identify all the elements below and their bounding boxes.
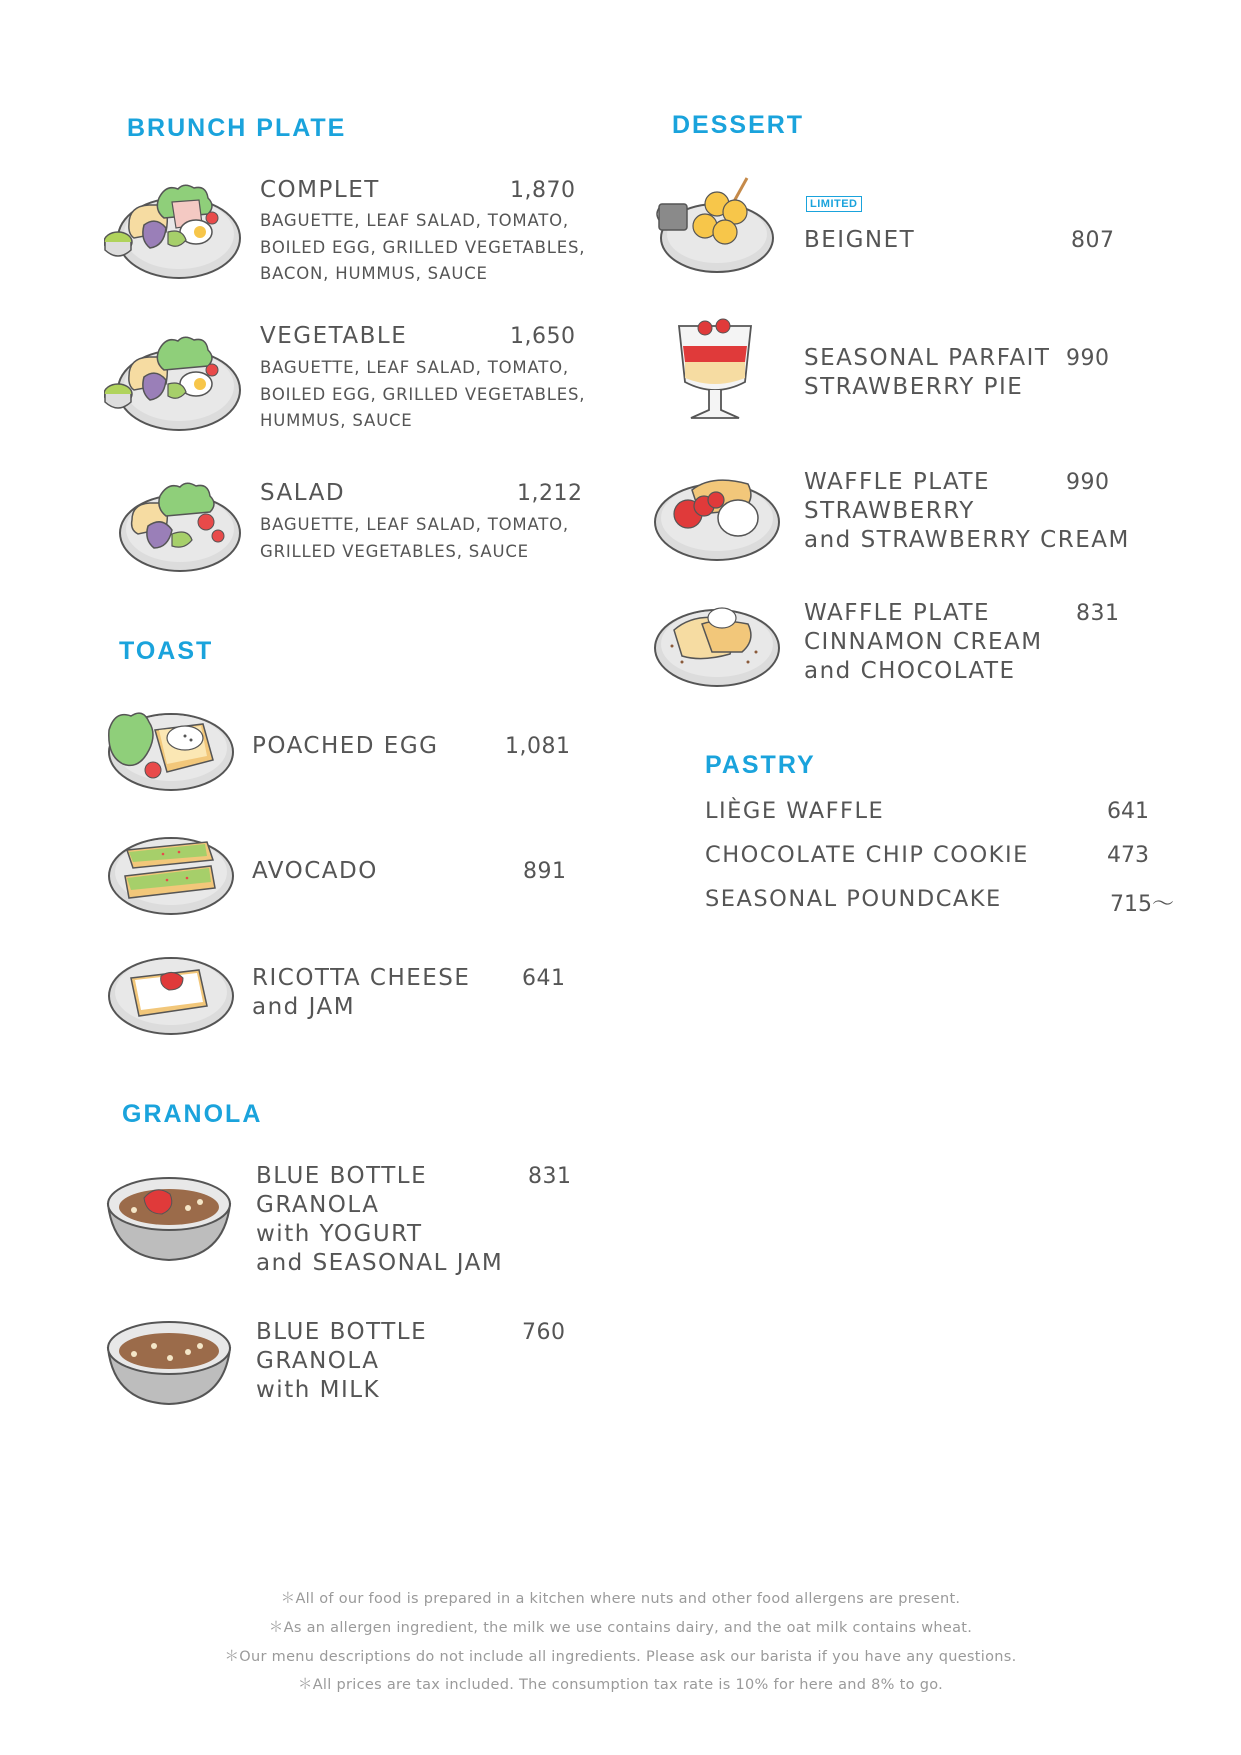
granola-yogurt-bowl-icon [104,1174,234,1264]
menu-item-name: GRANOLA [256,1348,380,1374]
waffle-cinnamon-plate-icon [652,596,782,691]
pastry-item-price: 715〜 [1110,892,1174,917]
pastry-item-name: LIÈGE WAFFLE [705,798,885,824]
brunch-plate-vegetable-icon [104,332,244,437]
menu-item-name: GRANOLA [256,1192,380,1218]
menu-item-name: POACHED EGG [252,733,439,759]
menu-item-price: 990 [1066,470,1110,495]
menu-item-name: WAFFLE PLATE [804,600,991,626]
section-title-pastry: PASTRY [705,751,816,779]
menu-item-name: SALAD [260,480,346,506]
pastry-item-price: 641 [1107,799,1149,824]
menu-item-name: with MILK [256,1377,381,1403]
menu-item-description: BAGUETTE, LEAF SALAD, TOMATO, BOILED EGG, GRILLED VEGETABLES, BACON, HUMMUS, SAUCE [260,211,586,283]
granola-milk-bowl-icon [104,1318,234,1408]
menu-item-name: COMPLET [260,177,380,203]
menu-item-price: 831 [1076,601,1120,626]
menu-item-price: 1,650 [510,324,576,349]
menu-item-price: 1,081 [505,734,571,759]
section-title-granola: GRANOLA [122,1100,263,1128]
menu-item-name: with YOGURT [256,1221,423,1247]
menu-item-name: CINNAMON CREAM [804,629,1043,655]
menu-item-name: and SEASONAL JAM [256,1250,504,1276]
menu-item-price: 891 [523,859,567,884]
pastry-item-price: 473 [1107,843,1149,868]
section-title-brunch-plate: BRUNCH PLATE [127,114,347,142]
menu-item-name: and CHOCOLATE [804,658,1016,684]
menu-item-description: BAGUETTE, LEAF SALAD, TOMATO, BOILED EGG, GRILLED VEGETABLES, HUMMUS, SAUCE [260,358,586,430]
menu-item-price: 1,870 [510,178,576,203]
milk-note: ＊As an allergen ingredient, the milk we use contains dairy, and the oat milk contains wheat. [268,1620,973,1636]
parfait-glass-icon [675,318,755,428]
menu-item-price: 641 [522,966,566,991]
toast-ricotta-icon [103,948,238,1043]
tax-note: ＊All prices are tax included. The consumption tax rate is 10% for here and 8% to go. [297,1677,944,1693]
menu-item-price: 831 [528,1164,572,1189]
menu-item-name: VEGETABLE [260,323,408,349]
menu-item-name: RICOTTA CHEESE [252,965,471,991]
menu-item-name: BEIGNET [804,227,916,253]
menu-item-description: BAGUETTE, LEAF SALAD, TOMATO, GRILLED VEGETABLES, SAUCE [260,515,569,561]
section-title-toast: TOAST [119,637,214,665]
menu-item-name: and STRAWBERRY CREAM [804,527,1130,553]
brunch-plate-salad-icon [110,478,245,578]
menu-item-price: 1,212 [517,481,583,506]
section-title-dessert: DESSERT [672,111,805,139]
ingredients-note: ＊Our menu descriptions do not include all ingredients. Please ask our barista if you have any questions. [224,1649,1017,1665]
allergen-note: ＊All of our food is prepared in a kitchen where nuts and other food allergens are present. [280,1591,961,1607]
menu-item-name: SEASONAL PARFAIT [804,345,1051,371]
menu-item-price: 990 [1066,346,1110,371]
beignet-plate-icon [655,174,775,279]
menu-item-price: 807 [1071,228,1115,253]
toast-poached-egg-icon [103,700,238,795]
menu-item-name: BLUE BOTTLE [256,1163,428,1189]
menu-item-name: STRAWBERRY [804,498,975,524]
limited-badge: LIMITED [806,196,862,212]
brunch-plate-complet-icon [104,180,244,285]
waffle-strawberry-plate-icon [652,470,782,565]
pastry-item-name: CHOCOLATE CHIP COOKIE [705,842,1029,868]
pastry-item-name: SEASONAL POUNDCAKE [705,886,1002,912]
menu-item-name: and JAM [252,994,356,1020]
menu-item-name: WAFFLE PLATE [804,469,991,495]
menu-item-name: AVOCADO [252,858,378,884]
menu-item-name: STRAWBERRY PIE [804,374,1024,400]
toast-avocado-icon [103,826,238,921]
menu-item-price: 760 [522,1320,566,1345]
menu-item-name: BLUE BOTTLE [256,1319,428,1345]
